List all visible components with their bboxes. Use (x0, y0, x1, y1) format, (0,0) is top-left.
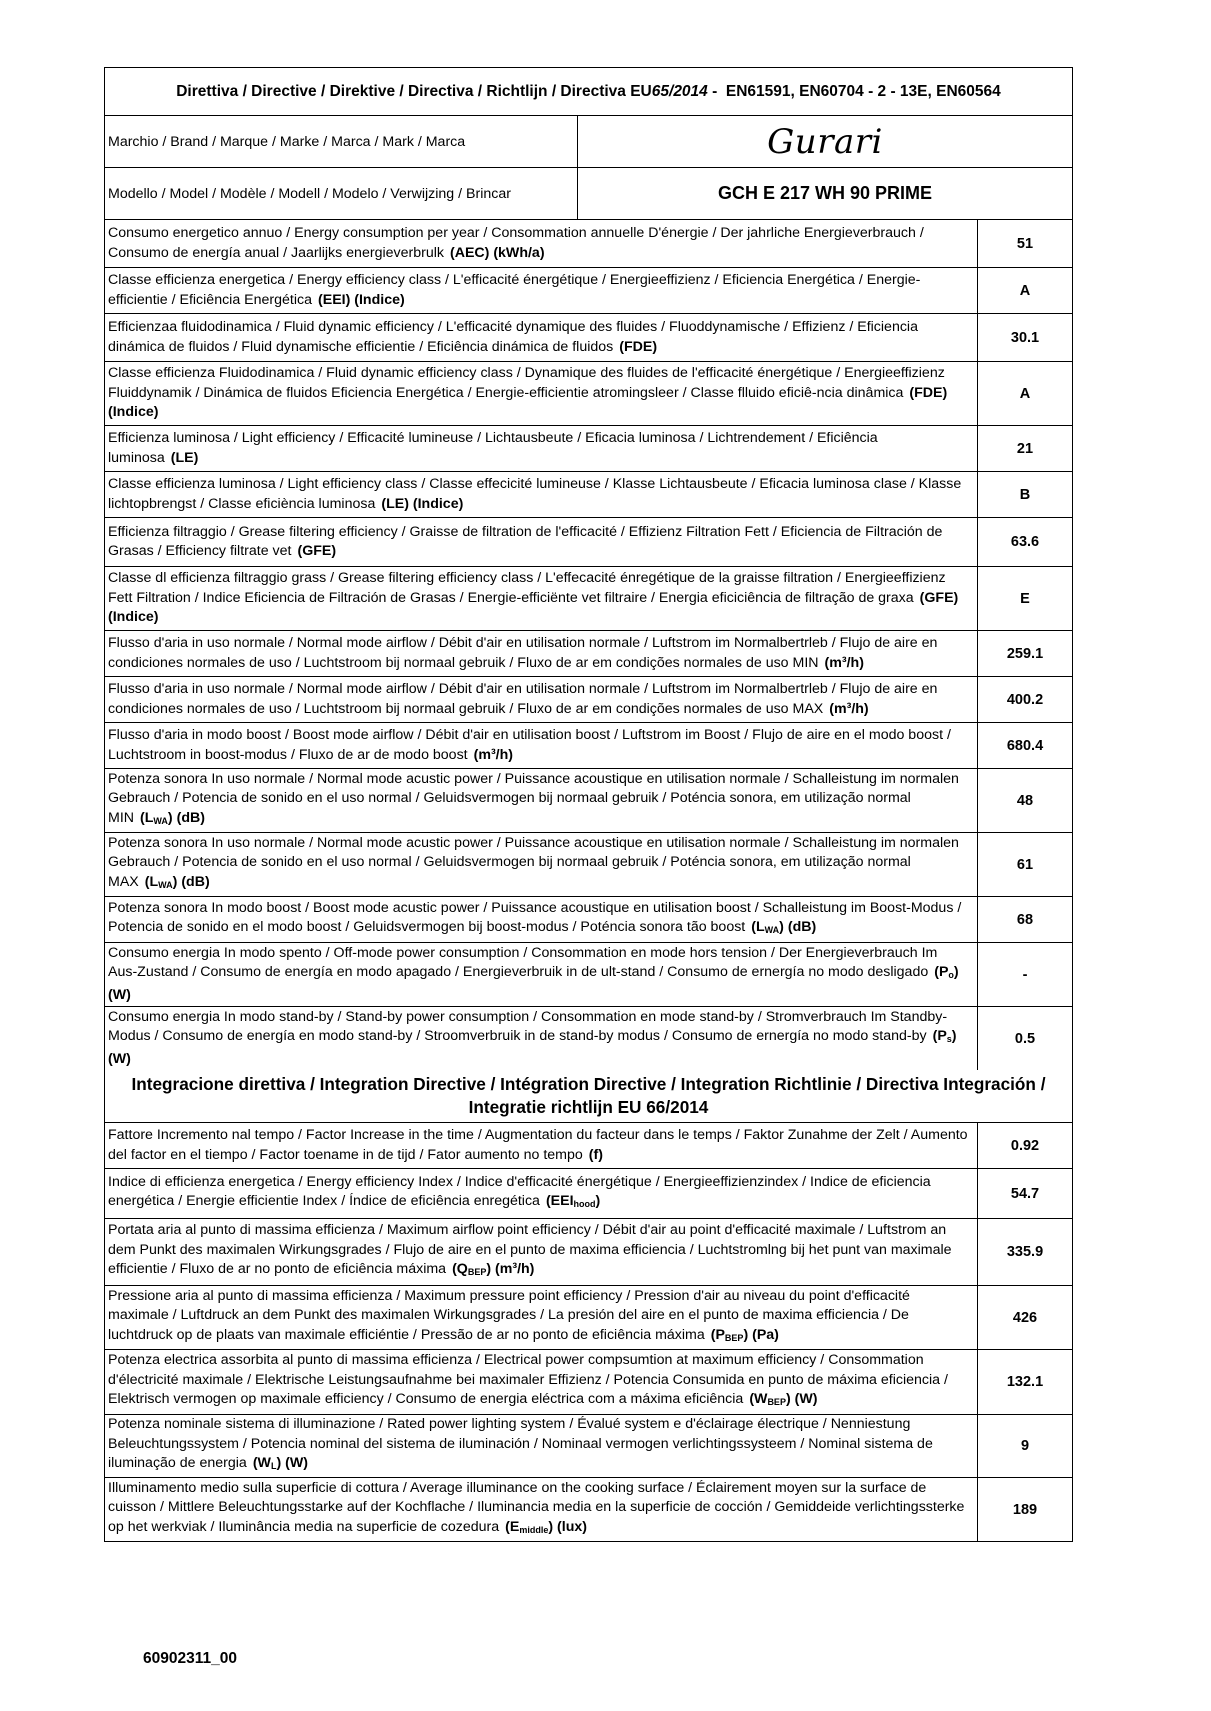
spec-value: 400.2 (1006, 691, 1044, 708)
spec-text: Classe efficienza luminosa / Light efficiency class / Classe effecicité lumineuse / Klasse Lichtausbeute / Eficacia luminosa clase / Klasse lichtopbrengst / Classe eficiència luminosa (108, 476, 962, 512)
spec-symbol-unit: ) (Pa) (743, 1326, 779, 1343)
spec-row (105, 268, 1072, 314)
spec-symbol-main: (Q (452, 1261, 468, 1278)
spec-row (105, 567, 1072, 631)
spec-text: Classe dl efficienza filtraggio grass / Grease filtering efficiency class / L'effecacité énregétique de la graisse filtration / Energieeffizienz Fett Filtration / Indice Eficiencia de Filtración de Grasas / Energie-efficiënte vet filtraire / Energia eficiciência de filtração de graxa (108, 570, 946, 606)
spec-description (105, 1286, 978, 1349)
spec-symbol-subscript: o (948, 970, 954, 981)
spec-value: A (1019, 385, 1031, 402)
spec-symbol-main: (P (710, 1326, 725, 1343)
spec-value: 0.92 (1010, 1137, 1040, 1154)
spec-value: 68 (1016, 911, 1034, 928)
integration-directive-title: Integracione direttiva / Integration Directive / Intégration Directive / Integration Richtlinie / Directiva Integración / Integratie richtlijn EU 66/2014 (105, 1070, 1072, 1123)
spec-value: 335.9 (1006, 1244, 1044, 1260)
directive-prefix: Direttiva / Directive / Direktive / Directiva / Richtlijn / Directiva EU (176, 82, 652, 100)
spec-description (105, 1007, 978, 1070)
spec-symbol-unit: ) (dB) (167, 809, 205, 826)
spec-text: Portata aria al punto di massima efficienza / Maximum airflow point efficiency / Débit d'air au point d'efficacité maximale / Luftstrom an dem Punkt des maximalen Wirkungsgrades / Flujo de aire en el punto de maxima efficiencia / Luchtstromlng bij het punt van maximale efficientie / Fluxo de ar no ponto de eficiência máxima (108, 1222, 952, 1278)
spec-symbol: (m³/h) (473, 746, 514, 763)
model-row (105, 168, 1072, 220)
spec-description (105, 769, 978, 832)
spec-value: 30.1 (1010, 329, 1040, 346)
spec-description (105, 472, 978, 517)
spec-value: 189 (1012, 1501, 1038, 1518)
spec-description (105, 1350, 978, 1414)
spec-text: Efficienza filtraggio / Grease filtering efficiency / Graisse de filtration de l'efficacité / Effizienz Filtration Fett / Eficiencia de Filtración de Grasas / Efficiency filtrate vet (108, 523, 943, 559)
spec-symbol (145, 874, 210, 890)
spec-row (105, 472, 1072, 518)
spec-symbol: (LE) (170, 449, 199, 466)
spec-row (105, 897, 1072, 943)
spec-description (105, 1123, 978, 1168)
spec-text: Efficienzaa fluidodinamica / Fluid dynamic efficiency / L'efficacité dynamique des fluides / Fluoddynamische / Effizienz / Eficiencia dinámica de fluidos / Fluid dynamische efficientie / Eficiência dinámica de fluidos (108, 319, 918, 355)
spec-symbol: (FDE) (619, 338, 658, 355)
spec-row (105, 1286, 1072, 1350)
spec-row (105, 1169, 1072, 1219)
spec-row (105, 518, 1072, 567)
spec-text: Consumo energia In modo stand-by / Stand-by power consumption / Consommation en mode stand-by / Stromverbrauch Im Standby-Modus / Consumo de energía en modo stand-by / Stroomverbruik in de stand-by modus / Consumo de ernergía no modo stand-by (108, 1008, 948, 1045)
spec-value: 54.7 (1010, 1185, 1040, 1202)
energy-label-table (104, 67, 1073, 1542)
spec-symbol-subscript: L (270, 1461, 277, 1472)
directive-year: 65/2014 (651, 82, 708, 100)
spec-symbol-subscript: WA (764, 925, 780, 935)
spec-text: Classe efficienza Fluidodinamica / Fluid dynamic efficiency class / Dynamique des fluides de l'efficacité énergétique / Energieeffizienz Fluiddynamik / Dinámica de fluidos Eficiencia Energética / Energie-efficientie atromingsleer / Classe flluido eficiê-ncia dinâmica (108, 365, 945, 401)
model-label: Modello / Model / Modèle / Modell / Modelo / Verwijzing / Brincar (105, 168, 578, 219)
spec-symbol (546, 1193, 600, 1209)
spec-value: 9 (1020, 1438, 1030, 1454)
directive-header (105, 68, 1072, 116)
spec-symbol (505, 1519, 587, 1535)
document-number: 60902311_00 (143, 1650, 237, 1667)
spec-symbol-subscript: BEP (467, 1267, 487, 1278)
spec-symbol-unit: ) (lux) (548, 1518, 587, 1535)
spec-text: Potenza nominale sistema di illuminazione / Rated power lighting system / Évalué system e d'éclairage électrique / Nenniestung Beleuchtungssystem / Potencia nominal del sistema de iluminación / Nominaal vermogen verlichtingssysteem / Nominal sistema de iluminação de energia (108, 1416, 933, 1472)
spec-value: 51 (1016, 235, 1034, 252)
spec-symbol-unit: ) (W) (785, 1391, 818, 1408)
spec-text: Flusso d'aria in uso normale / Normal mode airflow / Débit d'air en utilisation normale / Luftstrom im Normalbertrleb / Flujo de aire en condiciones normales de uso / Luchtstroom bij normaal gebruik / Fluxo de ar em condições normales de uso MIN (108, 635, 938, 671)
spec-value: B (1019, 486, 1031, 503)
spec-text: Consumo energetico annuo / Energy consumption per year / Consommation annuelle D'énergie / Der jahrliche Energieverbrauch / Consumo de energía anual / Jaarlijks energieverbrulk (108, 225, 924, 261)
spec-value: 0.5 (1014, 1030, 1036, 1047)
spec-symbol-unit: ) (dB) (172, 873, 210, 890)
spec-text: Flusso d'aria in uso normale / Normal mode airflow / Débit d'air en utilisation normale / Luftstrom im Normalbertrleb / Flujo de aire en condiciones normales de uso / Luchtstroom bij normaal gebruik / Fluxo de ar em condições normales de uso MAX (108, 681, 938, 717)
spec-rows (105, 220, 1072, 1070)
spec-symbol-subscript: middle (519, 1524, 549, 1535)
spec-description (105, 567, 978, 630)
spec-symbol: (GFE) (297, 543, 337, 559)
spec-symbol-main: (EEI (545, 1193, 574, 1209)
spec-symbol-unit: ) (W) (276, 1455, 308, 1472)
spec-symbol (253, 1455, 308, 1471)
spec-row (105, 677, 1072, 723)
spec-symbol-subscript: BEP (767, 1397, 786, 1408)
spec-symbol: (m³/h) (829, 700, 869, 717)
spec-row (105, 723, 1072, 769)
spec-symbol-subscript: WA (158, 879, 173, 890)
spec-symbol: (AEC) (kWh/a) (449, 244, 545, 261)
spec-symbol-subscript: hood (573, 1199, 596, 1209)
spec-text: Illuminamento medio sulla superficie di cottura / Average illuminance on the cooking surface / Éclairement moyen sur la surface de cuisson / Mittlere Beleuchtungsstarke auf der Kochflache / Iluminancia media en la superficie de cocción / Gemiddeide verlichtingssterke op het werkviak / Iluminância media na superficie de cozedura (108, 1479, 965, 1535)
spec-row (105, 1415, 1072, 1478)
spec-symbol: (LE) (Indice) (381, 495, 464, 512)
spec-symbol-unit: ) (595, 1193, 601, 1209)
spec-symbol: (EEI) (Indice) (318, 291, 405, 308)
spec-description (105, 426, 978, 471)
spec-description (105, 1478, 978, 1541)
spec-description (105, 362, 978, 425)
spec-text: Efficienza luminosa / Light efficiency / Efficacité lumineuse / Lichtausbeute / Eficacia luminosa / Lichtrendement / Eficiência luminosa (108, 430, 878, 466)
spec-symbol-main: (f) (588, 1146, 603, 1163)
spec-description (105, 1219, 978, 1285)
spec-description (105, 518, 978, 566)
model-value: GCH E 217 WH 90 PRIME (717, 183, 933, 203)
spec-symbol: (GFE) (Indice) (108, 589, 959, 626)
spec-value: 48 (1016, 792, 1034, 809)
brand-logo: Gurari (767, 121, 883, 162)
spec-symbol-main: (W (252, 1455, 271, 1472)
spec-row (105, 220, 1072, 268)
spec-description (105, 1415, 978, 1477)
integration-spec-rows (105, 1123, 1072, 1541)
spec-description (105, 943, 978, 1006)
spec-row (105, 943, 1072, 1007)
spec-row (105, 1478, 1072, 1541)
spec-symbol: (FDE) (Indice) (108, 384, 948, 421)
spec-row (105, 833, 1072, 897)
spec-symbol (452, 1261, 534, 1277)
spec-text: Pressione aria al punto di massima efficienza / Maximum pressure point efficiency / Pression d'air au niveau du point d'efficacité maximale / Luftdruck an dem Punkt des maximalen Wirkungsgrades / La presión del aire en el punto de maxima efficiencia / De luchtdruck op de plaats van maximale efficiéntie / Pressão de ar no ponto de eficiência máxima (108, 1287, 910, 1343)
brand-row (105, 116, 1072, 168)
spec-symbol-subscript: s (946, 1034, 952, 1045)
spec-symbol-unit: ) (dB) (779, 919, 817, 935)
spec-symbol (140, 810, 205, 826)
spec-value: 259.1 (1006, 645, 1044, 662)
spec-text: Potenza electrica assorbita al punto di massima efficienza / Electrical power compsumtion at maximum efficiency / Consommation d'électricité maximale / Elektrische Leistungsaufnahme bei maximaler Effizienz / Potencia Consumida en punto de máxima eficiencia / Elektrisch vermogen op maximale efficiency / Consumo de energia eléctrica com a máxima eficiência (108, 1352, 948, 1408)
spec-row (105, 314, 1072, 362)
spec-value: - (1022, 966, 1028, 983)
spec-text: Potenza sonora In uso normale / Normal mode acustic power / Puissance acoustique en utilisation normale / Schalleistung im normalen Gebrauch / Potencia de sonido en el uso normal / Geluidsvermogen bij normaal gebruik / Poténcia sonora, em utilização normal MAX (108, 834, 959, 890)
spec-symbol (589, 1147, 603, 1163)
spec-row (105, 631, 1072, 677)
spec-value: 426 (1012, 1309, 1038, 1326)
spec-text: Potenza sonora In modo boost / Boost mode acustic power / Puissance acoustique en utilisation boost / Schalleistung im Boost-Modus / Potencia de sonido en el modo boost / Geluidsvermogen bij boost-modus / Poténcia sonora tão boost (108, 899, 962, 935)
spec-symbol-main: (P (932, 1028, 947, 1045)
spec-description (105, 220, 978, 267)
spec-symbol-main: (P (934, 964, 949, 981)
spec-symbol-main: (L (751, 919, 765, 935)
spec-symbol (749, 1391, 817, 1407)
spec-description (105, 314, 978, 361)
spec-row (105, 1350, 1072, 1415)
spec-description (105, 631, 978, 676)
spec-row (105, 769, 1072, 833)
spec-symbol-main: (W (749, 1391, 768, 1408)
spec-symbol-subscript: BEP (724, 1332, 744, 1343)
spec-value: 21 (1016, 440, 1034, 457)
spec-value: 680.4 (1006, 737, 1044, 754)
spec-symbol-main: (E (505, 1518, 520, 1535)
spec-symbol-main: (L (144, 873, 159, 890)
spec-text: Fattore Incremento nal tempo / Factor Increase in the time / Augmentation du facteur dans le temps / Faktor Zunahme der Zelt / Aumento del factor en el tiempo / Factor toename in de tijd / Fator aumento no tempo (108, 1127, 968, 1163)
spec-symbol: (m³/h) (824, 654, 864, 671)
spec-description (105, 1169, 978, 1218)
spec-symbol-unit: ) (W) (108, 1028, 957, 1067)
spec-text: Consumo energia In modo spento / Off-mode power consumption / Consommation en mode hors tension / Der Energieverbrauch Im Aus-Zustand / Consumo de energía en modo apagado / Energieverbruik in de ult-stand / Consumo de ernergía no modo desligado (108, 944, 938, 981)
spec-value: 132.1 (1006, 1374, 1044, 1390)
spec-description (105, 723, 978, 768)
spec-value: 63.6 (1010, 534, 1040, 550)
spec-row (105, 1123, 1072, 1169)
spec-value: A (1019, 282, 1031, 299)
spec-text: Classe efficienza energetica / Energy efficiency class / L'efficacité énergétique / Energieeffizienz / Eficiencia Energética / Energie-efficientie / Eficiência Energética (108, 272, 921, 308)
spec-description (105, 833, 978, 896)
spec-description (105, 677, 978, 722)
spec-row (105, 362, 1072, 426)
directive-standards: - EN61591, EN60704 - 2 - 13E, EN60564 (707, 82, 1001, 100)
spec-symbol-unit: ) (m³/h) (486, 1261, 535, 1278)
brand-label: Marchio / Brand / Marque / Marke / Marca / Mark / Marca (105, 116, 578, 167)
spec-symbol (711, 1327, 779, 1343)
spec-text: Flusso d'aria in modo boost / Boost mode airflow / Débit d'air en utilisation boost / Luftstrom im Boost / Flujo de aire en el modo boost / Luchtstroom in boost-modus / Fluxo de ar de modo boost (108, 727, 951, 763)
spec-row (105, 426, 1072, 472)
spec-value: 61 (1016, 856, 1034, 873)
spec-symbol (751, 919, 816, 935)
spec-description (105, 897, 978, 942)
spec-symbol-main: (L (140, 809, 154, 826)
spec-text: Potenza sonora In uso normale / Normal mode acustic power / Puissance acoustique en utilisation normale / Schalleistung im normalen Gebrauch / Potencia de sonido en el uso normal / Geluidsvermogen bij normaal gebruik / Poténcia sonora, em utilização normal MIN (108, 770, 959, 826)
spec-value: E (1020, 590, 1030, 607)
spec-symbol-subscript: WA (153, 815, 168, 826)
spec-symbol-unit: ) (W) (108, 964, 959, 1003)
spec-row (105, 1007, 1072, 1070)
spec-row (105, 1219, 1072, 1286)
spec-text: Indice di efficienza energetica / Energy efficiency Index / Indice d'efficacité énergétique / Energieeffizienzindex / Indice de eficiencia energética / Energie efficientie Index / Índice de eficiência enregética (108, 1173, 931, 1209)
spec-description (105, 268, 978, 313)
